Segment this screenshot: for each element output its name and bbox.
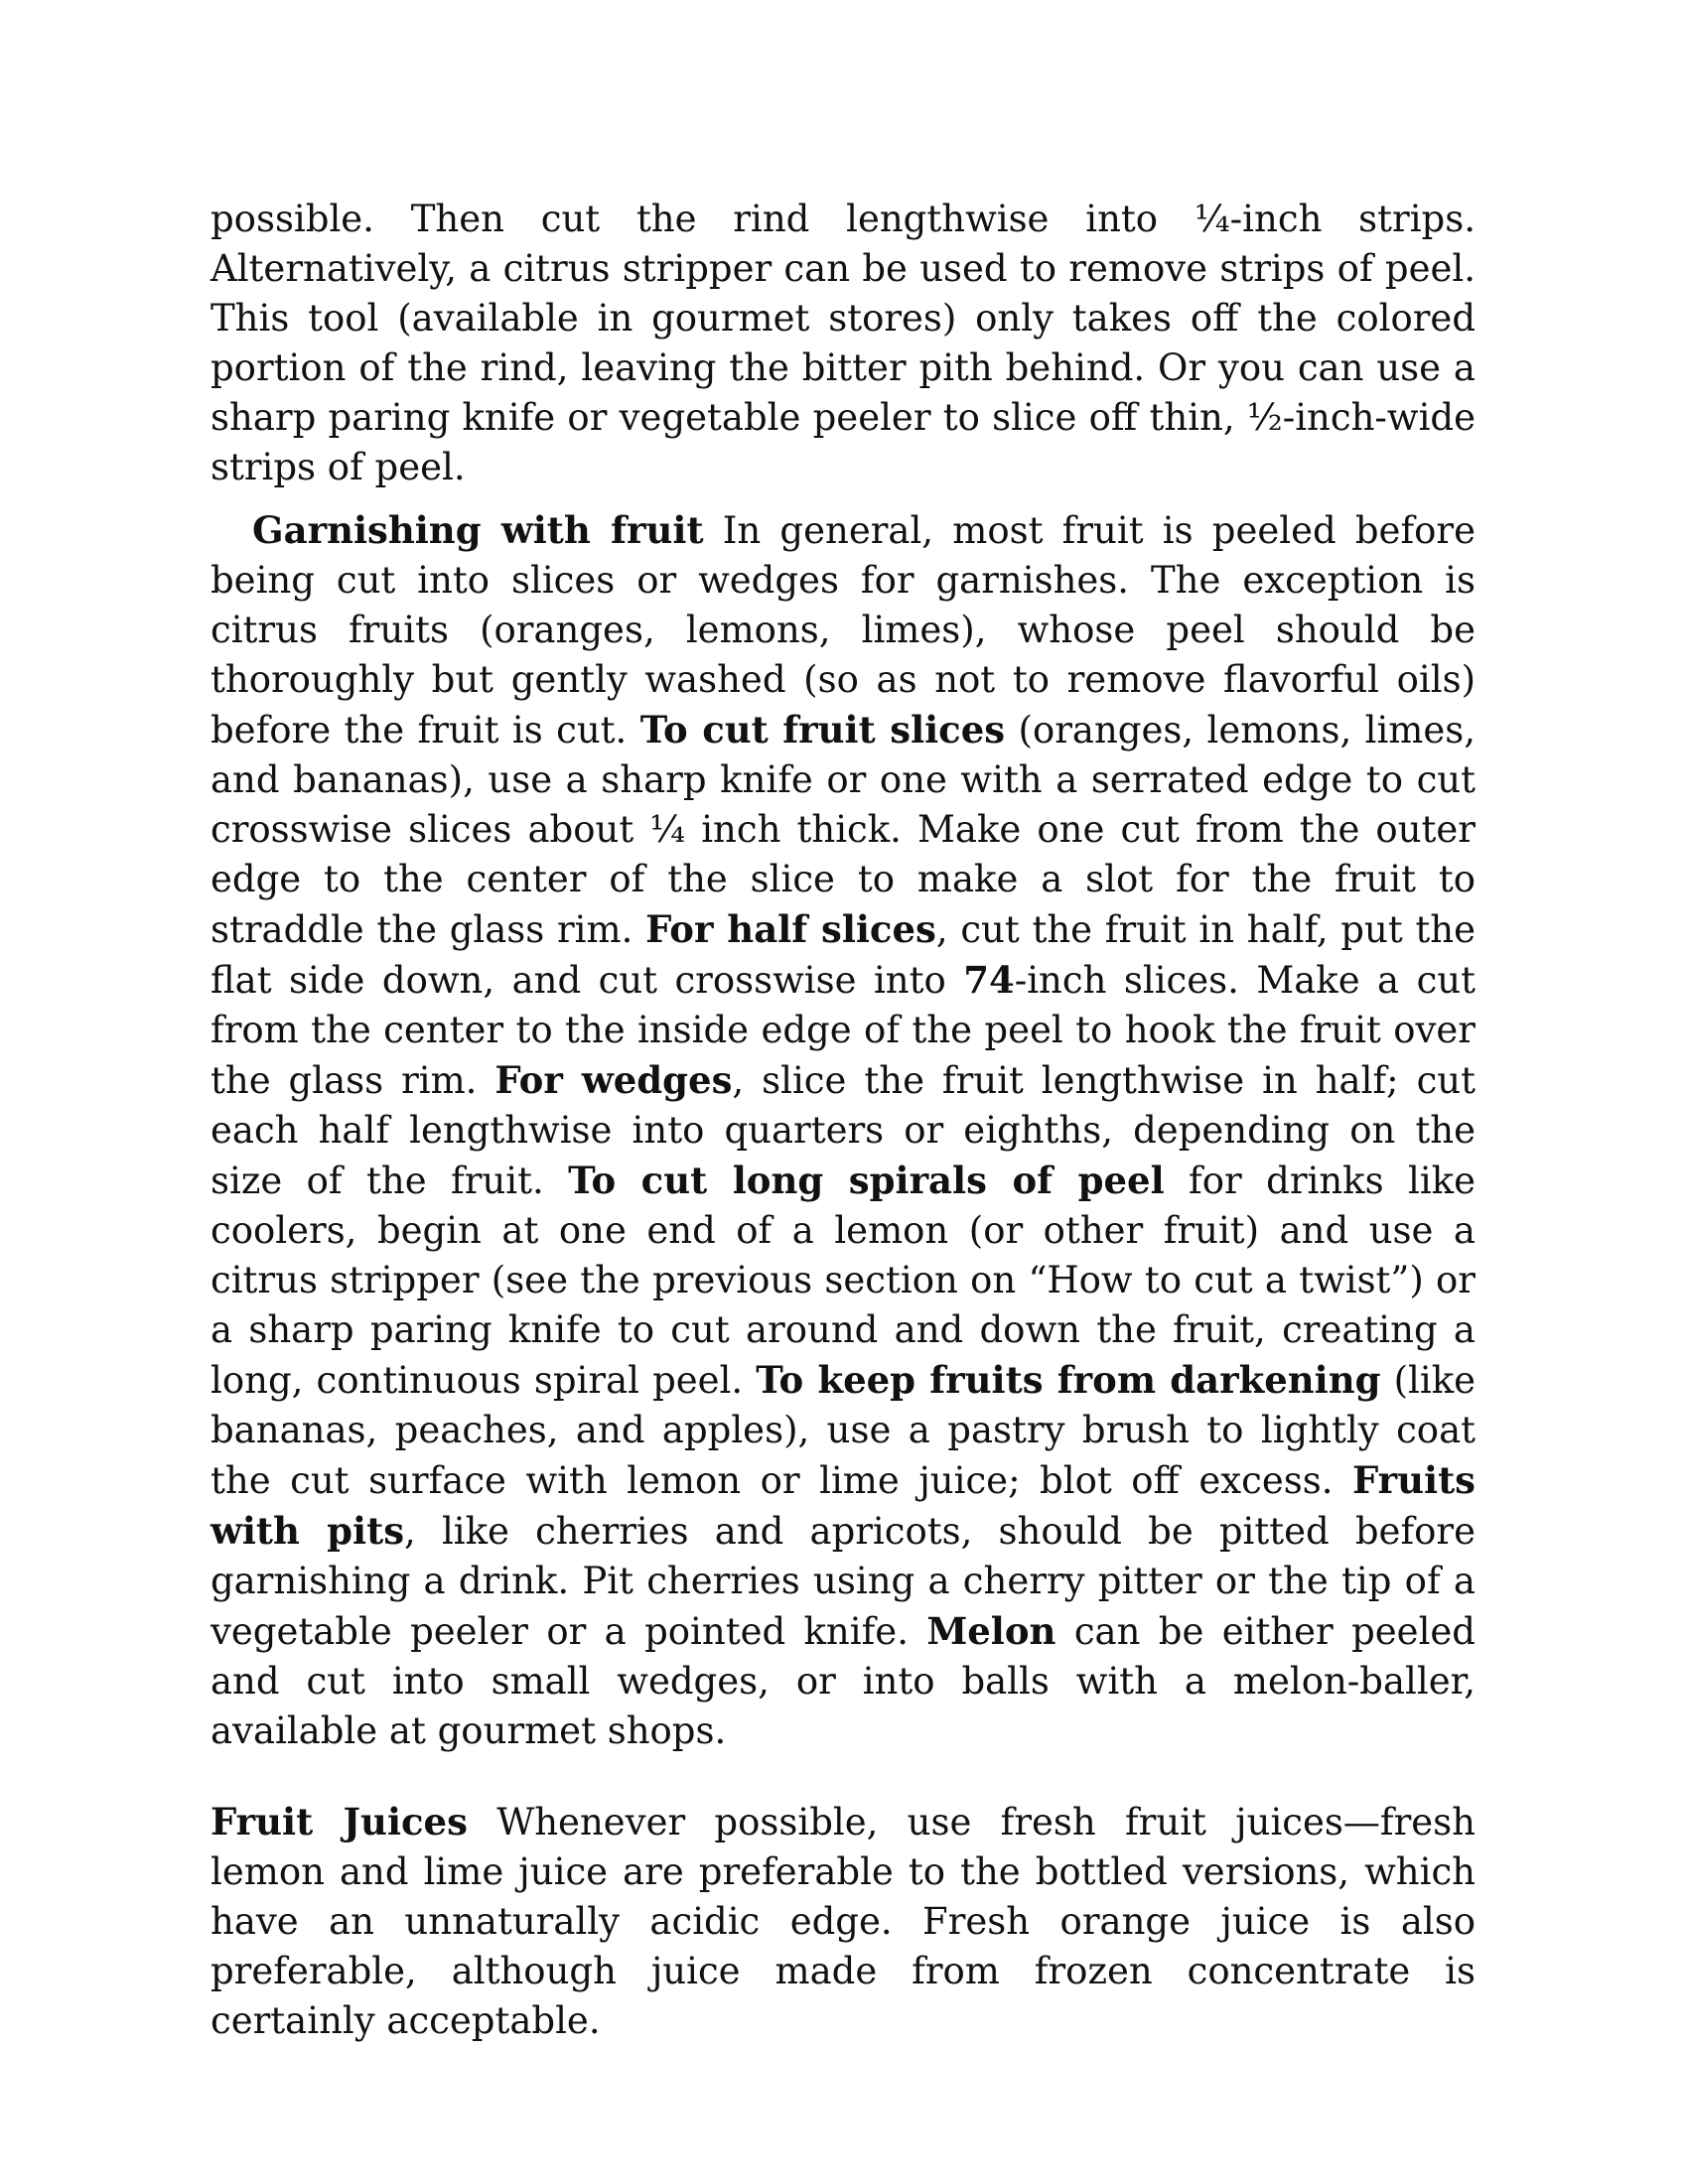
text-run: -inch slices. Make a cut from the center to the inside edge of the peel to hook the fruit over the glass rim.: [211, 959, 1476, 1102]
term-to-cut-long-spirals-of-peel: To cut long spirals of peel: [568, 1159, 1165, 1202]
heading-fruit-juices: Fruit Juices: [211, 1800, 468, 1843]
text-run: (like bananas, peaches, and apples), use a pastry brush to lightly coat the cut surface with lemon or lime juice; blot off excess.: [211, 1359, 1477, 1502]
paragraph-garnishing-with-fruit: [211, 505, 1476, 1756]
term-fruits-with-pits: Fruits with pits: [211, 1458, 1476, 1553]
document-page: [211, 195, 1476, 2046]
term-for-half-slices: For half slices: [645, 907, 936, 951]
term-for-wedges: For wedges: [494, 1058, 733, 1102]
paragraph-fruit-juices: [211, 1797, 1476, 2046]
term-to-keep-fruits-from-darkening: To keep fruits from darkening: [756, 1358, 1381, 1402]
text-run: possible. Then cut the rind lengthwise into ¼-inch strips. Alternatively, a citrus stripper can be used to remove strips of peel. This tool (available in gourmet stores) only takes off the colored portion of the rind, leaving the bitter pith behind. Or you can use a sharp paring knife or vegetable peeler to slice off thin, ½-inch-wide strips of peel.: [211, 198, 1476, 488]
heading-garnishing-with-fruit: Garnishing with fruit: [252, 508, 704, 552]
paragraph-citrus-peel-strips: [211, 195, 1476, 492]
term-74: 74: [963, 958, 1015, 1002]
term-to-cut-fruit-slices: To cut fruit slices: [639, 708, 1006, 751]
text-run: can be either peeled and cut into small wedges, or into balls with a melon-baller, available at gourmet shops.: [211, 1610, 1476, 1752]
text-run: (oranges, lemons, limes, and bananas), use a sharp knife or one with a serrated edge to cut crosswise slices about ¼ inch thick. Make one cut from the outer edge to the center of the slice to make a slot for the fruit to straddle the glass rim.: [211, 709, 1477, 951]
term-melon: Melon: [926, 1609, 1056, 1653]
text-run: , cut the fruit in half, put the flat side down, and cut crosswise into: [211, 908, 1477, 1002]
text-run: , slice the fruit lengthwise in half; cut each half lengthwise into quarters or eighths, depending on the size of the fruit.: [211, 1059, 1476, 1202]
text-run: Whenever possible, use fresh fruit juices—fresh lemon and lime juice are preferable to the bottled versions, which have an unnaturally acidic edge. Fresh orange juice is also preferable, although juice made from frozen concentrate is certainly acceptable.: [211, 1801, 1477, 2042]
text-run: In general, most fruit is peeled before being cut into slices or wedges for garnishes. The exception is citrus fruits (oranges, lemons, limes), whose peel should be thoroughly but gently washed (so as not to remove flavorful oils) before the fruit is cut.: [211, 509, 1477, 751]
text-run: , like cherries and apricots, should be pitted before garnishing a drink. Pit cherries using a cherry pitter or the tip of a vegetable peeler or a pointed knife.: [211, 1510, 1476, 1653]
text-run: for drinks like coolers, begin at one end of a lemon (or other fruit) and use a citrus stripper (see the previous section on “How to cut a twist”) or a sharp paring knife to cut around and down the fruit, creating a long, continuous spiral peel.: [211, 1160, 1476, 1402]
